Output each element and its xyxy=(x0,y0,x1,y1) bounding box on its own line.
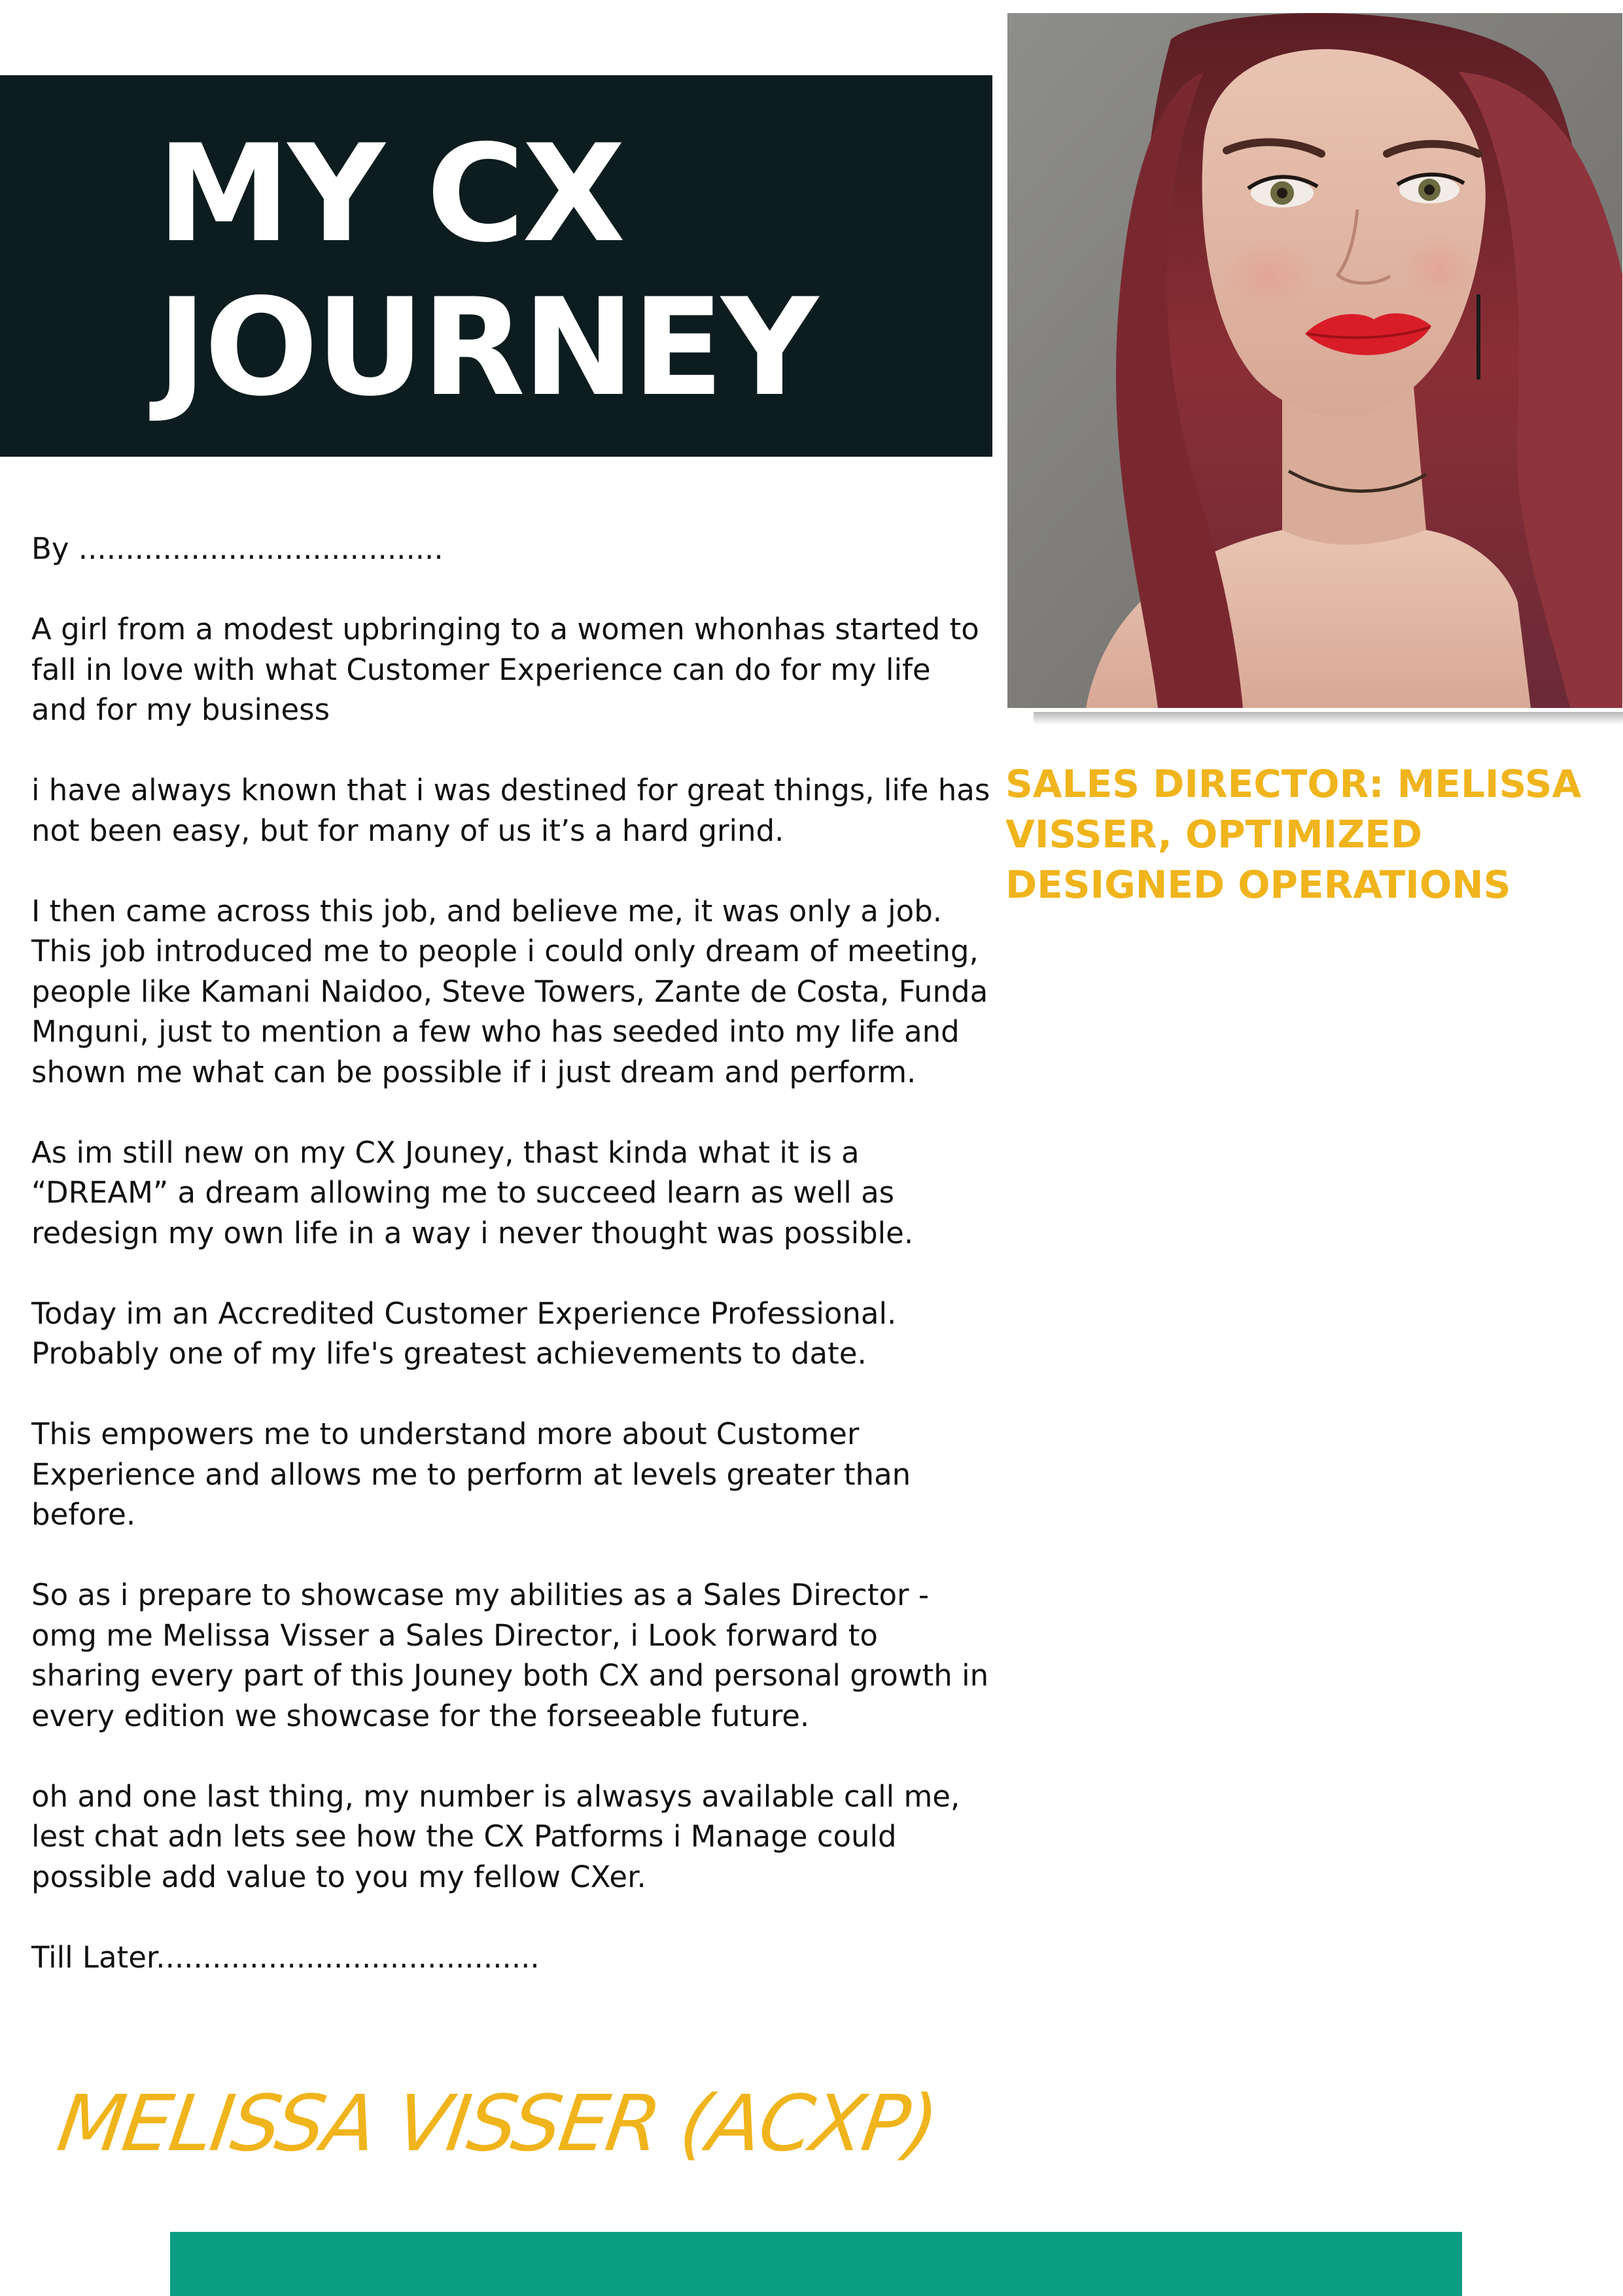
article-paragraph: oh and one last thing, my number is alwasys available call me, lest chat adn lets see how the CX Patforms i Manage could possible add value to you my fellow CXer. xyxy=(31,1778,960,1894)
portrait-illustration xyxy=(1007,13,1622,708)
signature: MELISSA VISSER (ACXP) xyxy=(52,2078,942,2168)
article-paragraph: This empowers me to understand more about Customer Experience and allows me to perform at levels greater than before. xyxy=(31,1417,911,1532)
article-paragraph: A girl from a modest upbringing to a women whonhas started to fall in love with what Customer Experience can do for my life and for my business xyxy=(31,612,979,727)
article-paragraph: I then came across this job, and believe me, it was only a job. This job introduced me to people i could only dream of meeting, people like Kamani Naidoo, Steve Towers, Zante de Costa, Funda Mnguni, just to mention a few who has seeded into my life and shown me what can be possible if i just dream and perform. xyxy=(31,893,988,1089)
article-paragraph: So as i prepare to showcase my abilities as a Sales Director - omg me Melissa Visser a Sales Director, i Look forward to sharing every part of this Jouney both CX and personal growth in every edition we showcase for the forseeable future. xyxy=(31,1578,989,1733)
article-body xyxy=(31,529,993,2018)
article-paragraph: Today im an Accredited Customer Experience Professional. Probably one of my life's greatest achievements to date. xyxy=(31,1296,897,1371)
byline: By ....................................... xyxy=(31,531,444,566)
photo-shadow xyxy=(1034,712,1623,725)
footer-bar xyxy=(170,2232,1462,2296)
article-paragraph: i have always known that i was destined for great things, life has not been easy, but for many of us it’s a hard grind. xyxy=(31,773,990,848)
sign-off: Till Later......................................... xyxy=(31,1939,540,1975)
role-caption: SALES DIRECTOR: MELISSA VISSER, OPTIMIZED DESIGNED OPERATIONS xyxy=(1005,762,1582,907)
portrait-photo xyxy=(1007,13,1622,708)
article-paragraph: As im still new on my CX Jouney, thast kinda what it is a “DREAM” a dream allowing me to succeed learn as well as redesign my own life in a way i never thought was possible. xyxy=(31,1135,914,1250)
page-title: MY CX JOURNEY xyxy=(157,116,816,426)
